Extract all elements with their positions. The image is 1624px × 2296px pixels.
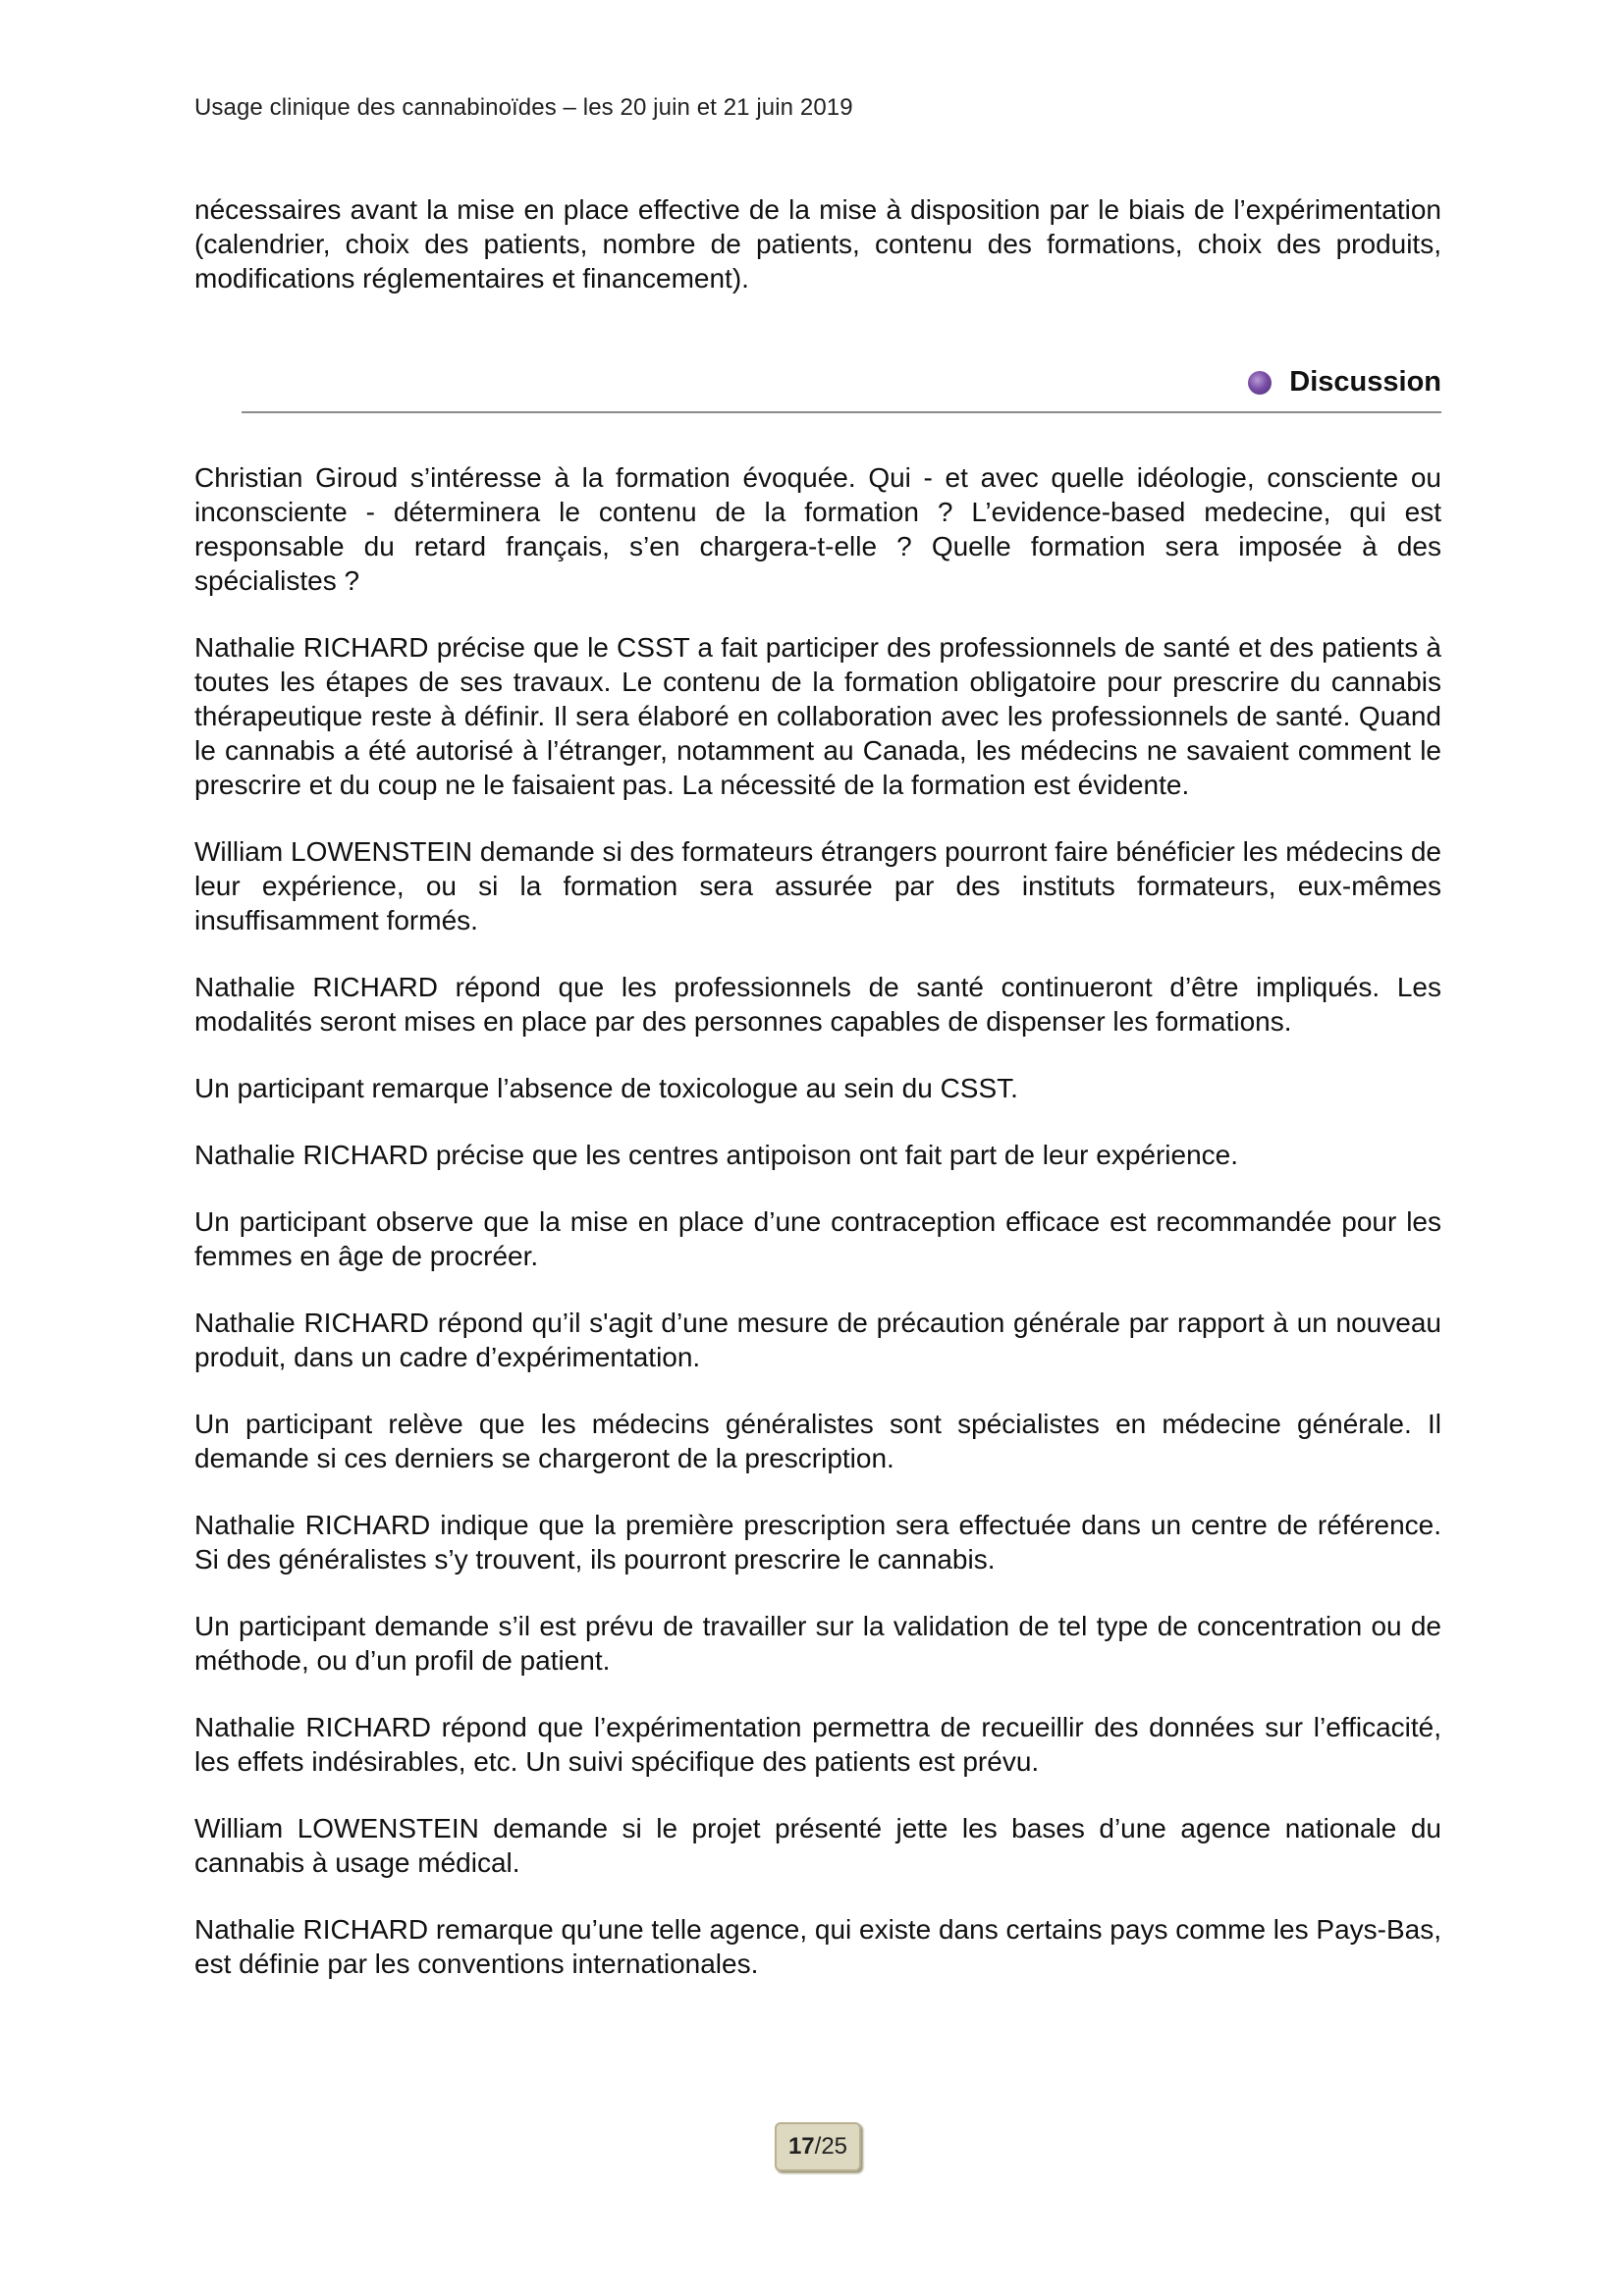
paragraph: Nathalie RICHARD répond que l’expérimentation permettra de recueillir des données sur l’efficacité, les effets indésirables, etc. Un suivi spécifique des patients est prévu.: [194, 1712, 1441, 1777]
paragraph: William LOWENSTEIN demande si des formateurs étrangers pourront faire bénéficier les médecins de leur expérience, ou si la formation sera assurée par des instituts formateurs, eux-mêmes insuffisamment formés.: [194, 836, 1441, 935]
paragraph: Nathalie RICHARD indique que la première prescription sera effectuée dans un centre de référence. Si des généralistes s’y trouvent, ils pourront prescrire le cannabis.: [194, 1510, 1441, 1575]
purple-bullet-icon: [1248, 371, 1272, 395]
running-header: Usage clinique des cannabinoïdes – les 20 juin et 21 juin 2019: [194, 94, 853, 121]
paragraph: William LOWENSTEIN demande si le projet présenté jette les bases d’une agence nationale du cannabis à usage médical.: [194, 1813, 1441, 1878]
section-title: Discussion: [1289, 366, 1441, 398]
section-heading: [242, 366, 1441, 413]
paragraph: Un participant observe que la mise en place d’une contraception efficace est recommandée pour les femmes en âge de procréer.: [194, 1206, 1441, 1271]
paragraph: Nathalie RICHARD répond que les professionnels de santé continueront d’être impliqués. Les modalités seront mises en place par des personnes capables de dispenser les formations.: [194, 972, 1441, 1037]
paragraph: Nathalie RICHARD précise que le CSST a fait participer des professionnels de santé et des patients à toutes les étapes de ses travaux. Le contenu de la formation obligatoire pour prescrire du cannabis thérapeutique reste à définir. Il sera élaboré en collaboration avec les professionnels de santé. Quand le cannabis a été autorisé à l’étranger, notamment au Canada, les médecins ne savaient comment le prescrire et du coup ne le faisaient pas. La nécessité de la formation est évidente.: [194, 632, 1441, 800]
page-body: [194, 192, 1441, 2013]
page-number-current: 17: [787, 2133, 815, 2160]
paragraph: Un participant demande s’il est prévu de travailler sur la validation de tel type de concentration ou de méthode, ou d’un profil de patient.: [194, 1611, 1441, 1676]
page-number-total: /25: [814, 2133, 848, 2160]
paragraph: Nathalie RICHARD remarque qu’une telle agence, qui existe dans certains pays comme les Pays-Bas, est définie par les conventions internationales.: [194, 1914, 1441, 1979]
page-number-badge: [775, 2122, 861, 2171]
paragraph: Nathalie RICHARD répond qu’il s'agit d’une mesure de précaution générale par rapport à un nouveau produit, dans un cadre d’expérimentation.: [194, 1308, 1441, 1372]
paragraph: Christian Giroud s’intéresse à la formation évoquée. Qui - et avec quelle idéologie, consciente ou inconsciente - déterminera le contenu de la formation ? L’evidence-based medecine, qui est responsable du retard français, s’en chargera-t-elle ? Quelle formation sera imposée à des spécialistes ?: [194, 462, 1441, 596]
paragraph: Un participant relève que les médecins généralistes sont spécialistes en médecine générale. Il demande si ces derniers se chargeront de la prescription.: [194, 1409, 1441, 1473]
intro-paragraph: nécessaires avant la mise en place effective de la mise à disposition par le biais de l’expérimentation (calendrier, choix des patients, nombre de patients, contenu des formations, choix des produits, modifications réglementaires et financement).: [194, 194, 1441, 294]
paragraph: Nathalie RICHARD précise que les centres antipoison ont fait part de leur expérience.: [194, 1140, 1239, 1170]
paragraph: Un participant remarque l’absence de toxicologue au sein du CSST.: [194, 1073, 1018, 1103]
